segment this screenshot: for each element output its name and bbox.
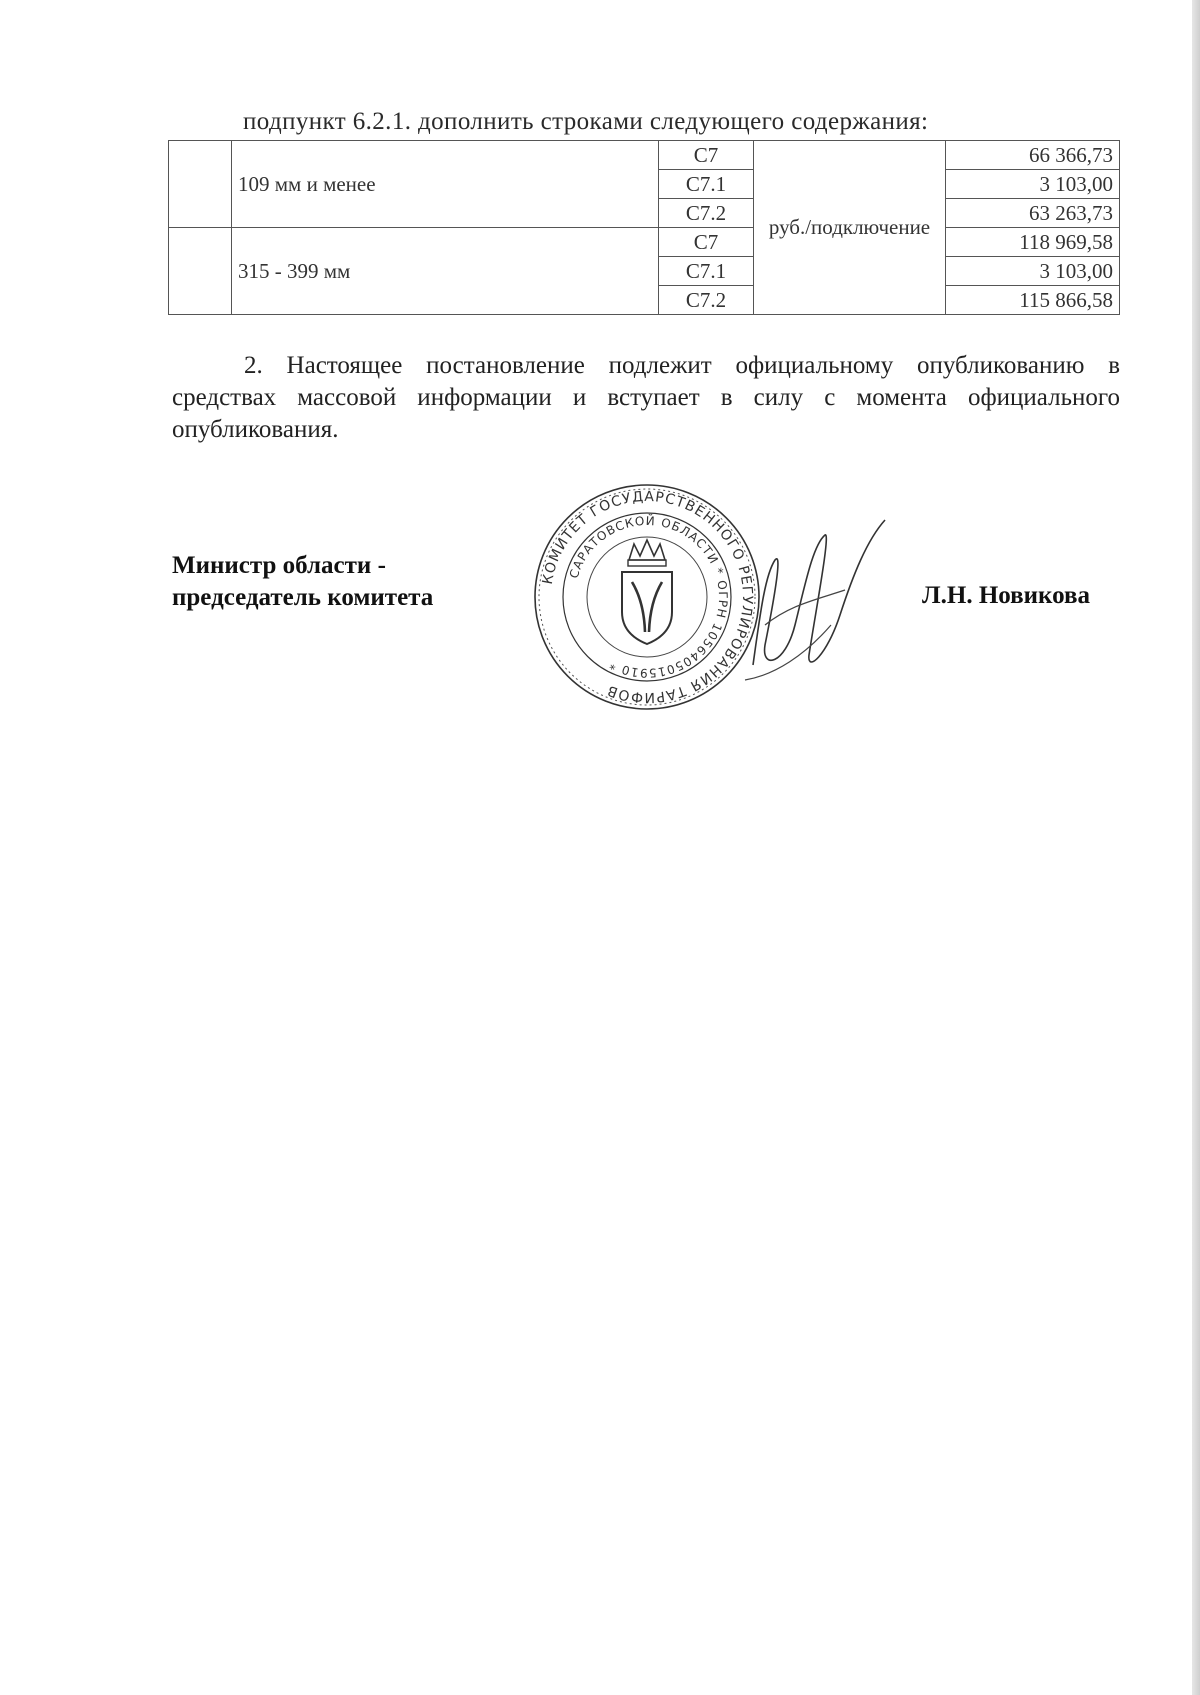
- signatory-title-line: Министр области -: [172, 552, 386, 579]
- svg-text:САРАТОВСКОЙ ОБЛАСТИ * ОГРН 105: [567, 513, 730, 680]
- table-cell-code: С7.2: [659, 199, 754, 228]
- table-cell-number: [169, 228, 232, 315]
- official-seal-icon: [532, 482, 762, 712]
- table-cell-value: 3 103,00: [946, 257, 1120, 286]
- table-row: [169, 228, 1120, 257]
- table-cell-diameter: 315 - 399 мм: [232, 228, 659, 315]
- signatory-title-line: председатель комитета: [172, 584, 434, 611]
- table-cell-value: 66 366,73: [946, 141, 1120, 170]
- table-cell-code: С7: [659, 141, 754, 170]
- table-cell-value: 115 866,58: [946, 286, 1120, 315]
- resolution-paragraph: [172, 350, 1120, 446]
- table-cell-value: 63 263,73: [946, 199, 1120, 228]
- intro-line: подпункт 6.2.1. дополнить строками следующего содержания:: [243, 108, 929, 135]
- table-cell-code: С7.1: [659, 170, 754, 199]
- table-cell-number: [169, 141, 232, 228]
- seal-inner-text: САРАТОВСКОЙ ОБЛАСТИ * ОГРН 1056405015910 *: [566, 513, 731, 681]
- seal-outer-text: КОМИТЕТ ГОСУДАРСТВЕННОГО РЕГУЛИРОВАНИЯ ТАРИФОВ: [539, 488, 756, 706]
- table-cell-diameter: 109 мм и менее: [232, 141, 659, 228]
- table-cell-code: С7.1: [659, 257, 754, 286]
- scan-edge: [1192, 0, 1200, 1695]
- table-cell-value: 118 969,58: [946, 228, 1120, 257]
- table-cell-code: С7: [659, 228, 754, 257]
- signatory-title: [172, 550, 433, 614]
- table-cell-code: С7.2: [659, 286, 754, 315]
- tariff-table: [168, 140, 1120, 315]
- handwritten-signature-icon: [735, 505, 895, 700]
- paragraph-text: 2. Настоящее постановление подлежит официальному опубликованию в средствах массовой информации и вступает в силу с момента официального опубликования.: [172, 352, 1120, 443]
- table-cell-unit: руб./подключение: [754, 141, 946, 315]
- table-cell-value: 3 103,00: [946, 170, 1120, 199]
- table-row: [169, 141, 1120, 170]
- signatory-name: Л.Н. Новикова: [922, 582, 1091, 609]
